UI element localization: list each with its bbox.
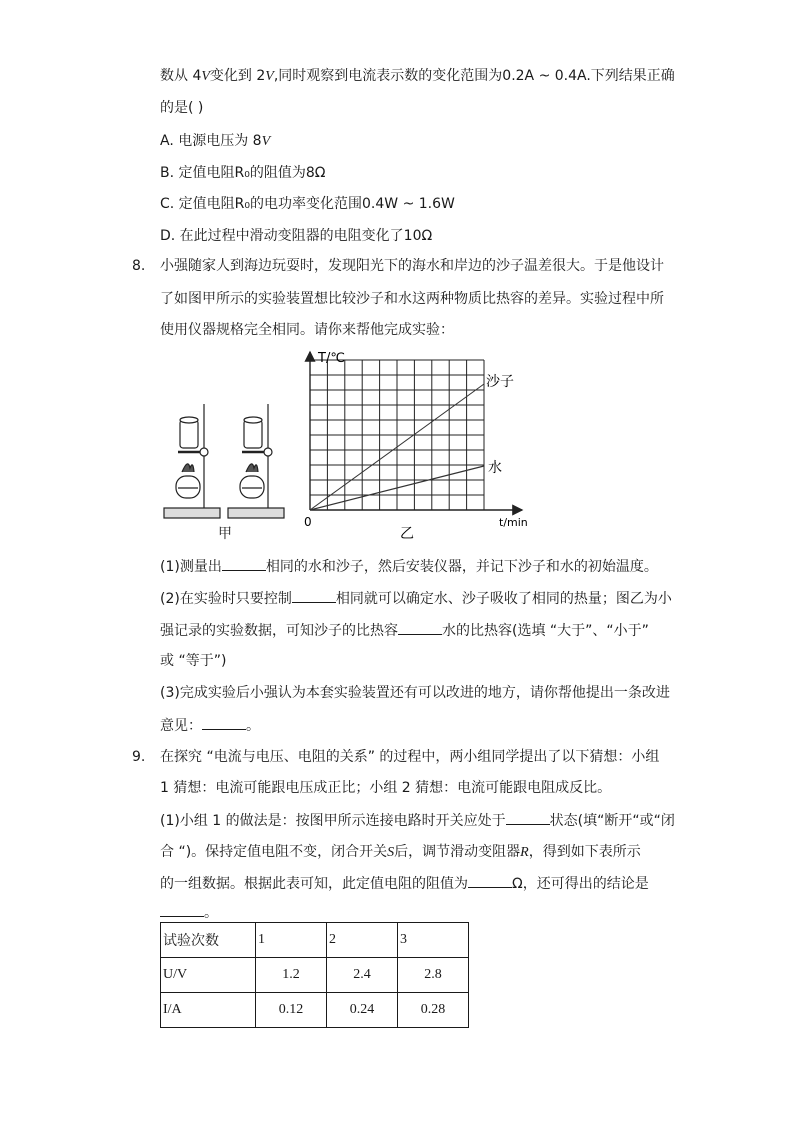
q8-number: 8. bbox=[132, 258, 146, 274]
table-cell: 1.2 bbox=[256, 958, 327, 993]
table-cell: 0.12 bbox=[256, 993, 327, 1028]
q7-stem-part: 数从 4 bbox=[160, 68, 202, 84]
q8-part3-pre: 意见： bbox=[160, 718, 202, 734]
q8-stem-line1: 小强随家人到海边玩耍时，发现阳光下的海水和岸边的沙子温差很大。于是他设计 bbox=[160, 258, 664, 274]
q8-part3-line2 bbox=[160, 715, 260, 736]
q9-part1-pre: (1)小组 1 的做法是：按图甲所示连接电路时开关应处于 bbox=[160, 813, 506, 829]
q7-option-b: B. 定值电阻R₀的阻值为8Ω bbox=[160, 165, 326, 181]
q9-switch-symbol: S bbox=[387, 845, 395, 860]
q9-line4-post: 。 bbox=[204, 905, 218, 921]
table-cell: I/A bbox=[161, 993, 256, 1028]
q9-part1-line3 bbox=[160, 873, 649, 894]
q8-part2-line2-post: 水的比热容(选填 “大于”、“小于” bbox=[442, 623, 649, 639]
table-cell: 2 bbox=[327, 923, 398, 958]
table-row bbox=[161, 923, 469, 958]
table-cell: U/V bbox=[161, 958, 256, 993]
table-row bbox=[161, 958, 469, 993]
q9-line3-post: Ω，还可得出的结论是 bbox=[512, 876, 649, 892]
q8-stem-line3: 使用仪器规格完全相同。请你来帮他完成实验： bbox=[160, 322, 454, 338]
blank[interactable] bbox=[398, 620, 442, 635]
q8-stem-line2: 了如图甲所示的实验装置想比较沙子和水这两种物质比热容的差异。实验过程中所 bbox=[160, 291, 664, 307]
q7-stem-part: 变化到 2 bbox=[209, 68, 266, 84]
q9-rheostat-symbol: R bbox=[520, 845, 529, 860]
q8-part1 bbox=[160, 556, 658, 577]
q9-part1-line1 bbox=[160, 810, 675, 831]
q7-unit-v: V bbox=[265, 69, 274, 84]
q7-stem-part: ,同时观察到电流表示数的变化范围为0.2A ~ 0.4A.下列结果正确 bbox=[273, 68, 675, 84]
x-axis-label: t/min bbox=[499, 516, 528, 529]
q9-stem-line2: 1 猜想：电流可能跟电压成正比；小组 2 猜想：电流可能跟电阻成反比。 bbox=[160, 780, 612, 796]
water-label: 水 bbox=[488, 460, 502, 476]
table-cell: 0.24 bbox=[327, 993, 398, 1028]
figure-jia-label: 甲 bbox=[218, 526, 232, 542]
q8-part2-mid: 相同就可以确定水、沙子吸收了相同的热量；图乙为小 bbox=[335, 591, 672, 607]
blank[interactable] bbox=[202, 715, 246, 730]
q8-part2-pre: (2)在实验时只要控制 bbox=[160, 591, 292, 607]
origin-label: 0 bbox=[304, 515, 312, 529]
q8-part1-post: 相同的水和沙子，然后安装仪器，并记下沙子和水的初始温度。 bbox=[265, 559, 658, 575]
q7-stem-line1 bbox=[160, 66, 675, 87]
q8-part2-line2-pre: 强记录的实验数据，可知沙子的比热容 bbox=[160, 623, 398, 639]
q9-part1-post: 状态(填“断开“或“闭 bbox=[549, 813, 675, 829]
table-row bbox=[161, 993, 469, 1028]
q7-stem-line2: 的是( ) bbox=[160, 100, 204, 116]
q7-unit-v: V bbox=[201, 69, 210, 84]
blank[interactable] bbox=[468, 873, 512, 888]
q9-part1-line2 bbox=[160, 842, 641, 863]
q8-part2-line1 bbox=[160, 588, 672, 609]
q7-option-a-text: A. 电源电压为 8 bbox=[160, 133, 262, 149]
q9-line3-pre: 的一组数据。根据此表可知，此定值电阻的阻值为 bbox=[160, 876, 468, 892]
table-cell: 2.8 bbox=[398, 958, 469, 993]
q8-part2-line2 bbox=[160, 620, 649, 641]
blank[interactable] bbox=[506, 810, 550, 825]
blank[interactable] bbox=[292, 588, 336, 603]
q9-part1-line4 bbox=[160, 902, 218, 923]
experiment-data-table bbox=[160, 922, 469, 1028]
blank[interactable] bbox=[222, 556, 266, 571]
q7-option-d: D. 在此过程中滑动变阻器的电阻变化了10Ω bbox=[160, 228, 433, 244]
q8-part2-line3: 或 “等于”) bbox=[160, 653, 227, 669]
figure-yi-label: 乙 bbox=[400, 526, 414, 542]
q9-line2-text: 后，调节滑动变阻器 bbox=[394, 844, 521, 860]
table-cell: 2.4 bbox=[327, 958, 398, 993]
y-axis-label: T/℃ bbox=[318, 351, 345, 366]
table-cell: 试验次数 bbox=[161, 923, 256, 958]
blank[interactable] bbox=[160, 902, 204, 917]
q8-part3-post: 。 bbox=[246, 718, 260, 734]
q9-number: 9. bbox=[132, 749, 146, 765]
q8-part3-line1: (3)完成实验后小强认为本套实验装置还有可以改进的地方，请你帮他提出一条改进 bbox=[160, 685, 670, 701]
table-cell: 0.28 bbox=[398, 993, 469, 1028]
q7-option-a-unit: V bbox=[261, 134, 271, 149]
sand-label: 沙子 bbox=[486, 374, 514, 390]
q9-stem-line1: 在探究 “电流与电压、电阻的关系” 的过程中，两小组同学提出了以下猜想：小组 bbox=[160, 749, 660, 765]
figure-yi-graph bbox=[296, 348, 532, 544]
q8-part1-pre: (1)测量出 bbox=[160, 559, 222, 575]
q9-line2-text: ，得到如下表所示 bbox=[528, 844, 641, 860]
table-cell: 1 bbox=[256, 923, 327, 958]
q9-line2-text: 合 “)。保持定值电阻不变，闭合开关 bbox=[160, 844, 388, 860]
q7-option-c: C. 定值电阻R₀的电功率变化范围0.4W ~ 1.6W bbox=[160, 196, 455, 212]
q7-option-a bbox=[160, 131, 270, 152]
table-cell: 3 bbox=[398, 923, 469, 958]
